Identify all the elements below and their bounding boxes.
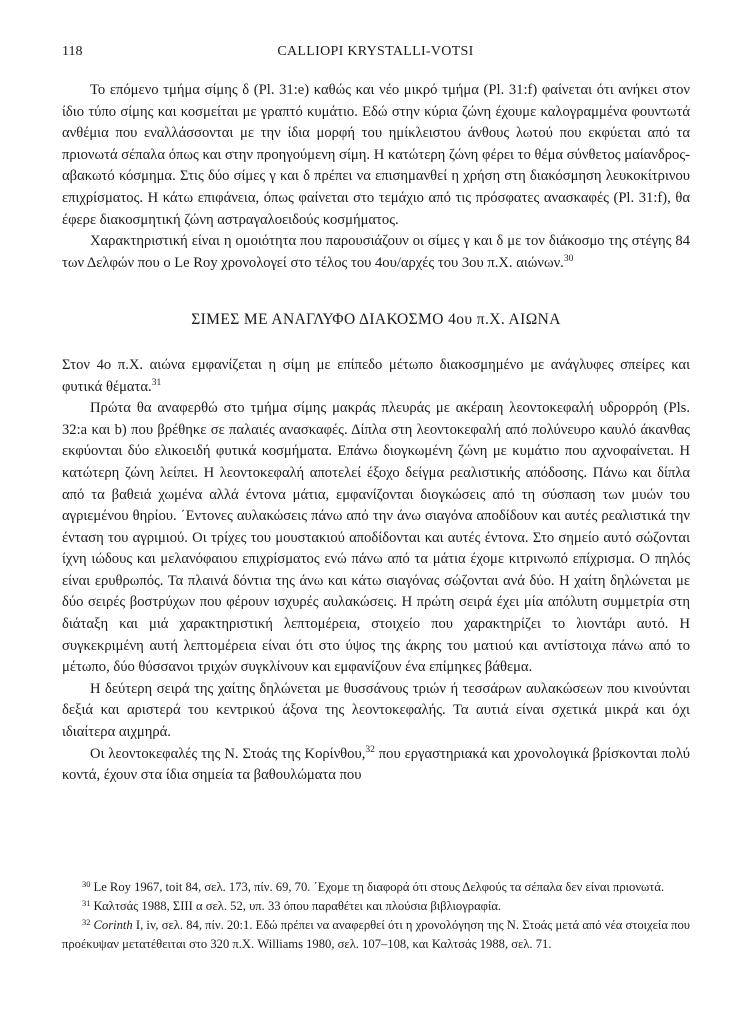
footnote-number: 32 [82, 917, 91, 927]
paragraph: Η δεύτερη σειρά της χαίτης δηλώνεται με θυσσάνους τριών ή τεσσάρων αυλακώσεων που κινούνται δεξιά και αριστερά του κεντρικού άξονα της λεοντοκεφαλής. Τα αυτιά είναι σχετικά μικρά και όχι ιδιαίτερα αιχμηρά. [62, 680, 690, 741]
paragraph-text: Χαρακτηριστική είναι η ομοιότητα που παρουσιάζουν οι σίμες γ και δ με τον διάκοσμο της στέγης 84 των Δελφών που ο Le Roy χρονολογεί στο τέλος του 4ου/αρχές του 3ου π.Χ. αιώνων. [62, 233, 690, 271]
paragraph-text: που εργαστηριακά και χρονολογικά βρίσκονται πολύ κοντά, έχουν στα ίδια σημεία τα βαθουλώματα που [62, 745, 690, 784]
section-heading: ΣΙΜΕΣ ΜΕ ΑΝΑΓΛΥΦΟ ΔΙΑΚΟΣΜΟ 4ου π.Χ. ΑΙΩΝΑ [191, 311, 561, 329]
footnote-reference[interactable]: 32 [365, 744, 375, 755]
paragraph-text: Οι λεοντοκεφαλές της Ν. Στοάς της Κορίνθου, [90, 745, 366, 762]
paragraph: Το επόμενο τμήμα σίμης δ (Pl. 31:e) καθώς και νέο μικρό τμήμα (Pl. 31:f) φαίνεται ότι ανήκει στον ίδιο τύπο σίμης και κοσμείται με γραπτό κυμάτιο. Εδώ στην κύρια ζώνη έχουμε καλογραμμένα φουντωτά ανθέμια που εναλλάσσονται με την ίδια μορφή του ημίκλειστου άνθους λωτού που εκφύεται από τα πριονωτά σέπαλα όπως και στην προηγούμενη σίμη. Η κατώτερη ζώνη φέρει το θέμα σύνθετος μαίανδρος-αβακωτό κόσμημα. Στις δύο σίμες γ και δ πρέπει να επισημανθεί η χρήση στη διακόσμηση λευκοκίτρινου επιχρίσματος. Η κάτω επιφάνεια, όπως φαίνεται στο τεμάχιο από τις πρόσφατες ανασκαφές (Pl. 31:f), θα έφερε διακοσμητική ζώνη αστραγαλοειδούς κοσμήματος. [62, 82, 690, 228]
footnote-number: 30 [82, 879, 91, 889]
footnote-italic-title: Corinth [93, 918, 133, 932]
footnote [62, 878, 690, 897]
footnote-number: 31 [82, 898, 91, 908]
paragraph [62, 355, 690, 398]
footnote-text: I, iv, σελ. 84, πίν. 20:1. Εδώ πρέπει να αναφερθεί ότι η χρονολόγηση της Ν. Στοάς μετά από νέα στοιχεία που προέκυψαν μετατέθειται στο 320 π.Χ. Williams 1980, σελ. 107–108, και Καλτσάς 1988, σελ. 71. [62, 918, 690, 951]
paragraph: Πρώτα θα αναφερθώ στο τμήμα σίμης μακράς πλευράς με ακέραιη λεοντοκεφαλή υδρορρόη (Pls. 32:a και b) που βρέθηκε σε παλαιές ανασκαφές. Δίπλα στη λεοντοκεφαλή από πολύνευρο καυλό άκανθας εκφύονται δύο ελικοειδή φυτικά κοσμήματα. Επάνω διογκωμένη ζώνη με κυμάτιο που αχνοφαίνεται. Η κατώτερη ζώνη λείπει. Η λεοντοκεφαλή αποτελεί έξοχο δείγμα ρεαλιστικής απόδοσης. Πάνω και δίπλα από τα βαθειά χωμένα αλλά έντονα μάτια, εμφανίζονται διογκώσεις από τη σύσπαση των μυών του αγριεμένου θηρίου. ΄Εντονες αυλακώσεις πάνω από την άνω σιαγόνα αποδίδουν και αυτές ρεαλιστικά την ένταση του αγριμιού. Οι τρίχες του μουστακιού αποδίδονται και αυτές έντονα. Στο σημείο αυτό σώζονται ίχνη ιώδους και μελανόφαιου επιχρίσματος ενώ πάνω από τα μάτια έχομε κιτρινωπό επίχρισμα. Ο πηλός είναι ερυθρωπός. Τα πλαινά δόντια της άνω και κάτω σιαγόνας σώζονται ανά δύο. Η χαίτη δηλώνεται με δύο σειρές βοστρύχων που φέρουν ισχυρές αυλακώσεις. Η πρώτη σειρά έχει μία απόλυτη συμμετρία στη διάταξη και μιά χαρακτηριστική λεπτομέρεια, στοιχείο που χαρακτηρίζει το λιοντάρι αυτό. Η συγκεκριμένη αυτή λεπτομέρεια είναι ότι στο ύψος της άκρης του ματιού και αντίστοιχα πάνω από το μέτωπο, δύο θύσσανοι τριχών συγκλίνουν και εμφανίζουν ένα επίμηκες βάθεμα. [62, 400, 690, 676]
footnote-text: Καλτσάς 1988, ΣΙΙΙ α σελ. 52, υπ. 33 όπου παραθέτει και πλούσια βιβλιογραφία. [93, 899, 502, 913]
footnote [62, 916, 690, 954]
footnote-text: Le Roy 1967, toit 84, σελ. 173, πίν. 69, 70. ΄Εχομε τη διαφορά ότι στους Δελφούς τα σέπαλα δεν είναι πριονωτά. [93, 880, 665, 894]
footnote-reference[interactable]: 30 [563, 253, 574, 264]
paragraph [62, 744, 690, 787]
page-header [62, 44, 689, 64]
main-text [62, 80, 690, 787]
paragraph-text: Στον 4ο π.Χ. αιώνα εμφανίζεται η σίμη με επίπεδο μέτωπο διακοσμημένο με ανάγλυφες σπείρες και φυτικά θέματα. [62, 356, 690, 395]
page-number: 118 [62, 44, 83, 59]
footnote-reference[interactable]: 31 [151, 377, 162, 388]
footnote [62, 897, 690, 916]
paragraph [62, 231, 690, 274]
footnotes [62, 878, 690, 954]
running-head: CALLIOPI KRYSTALLI-VOTSI [277, 44, 474, 59]
